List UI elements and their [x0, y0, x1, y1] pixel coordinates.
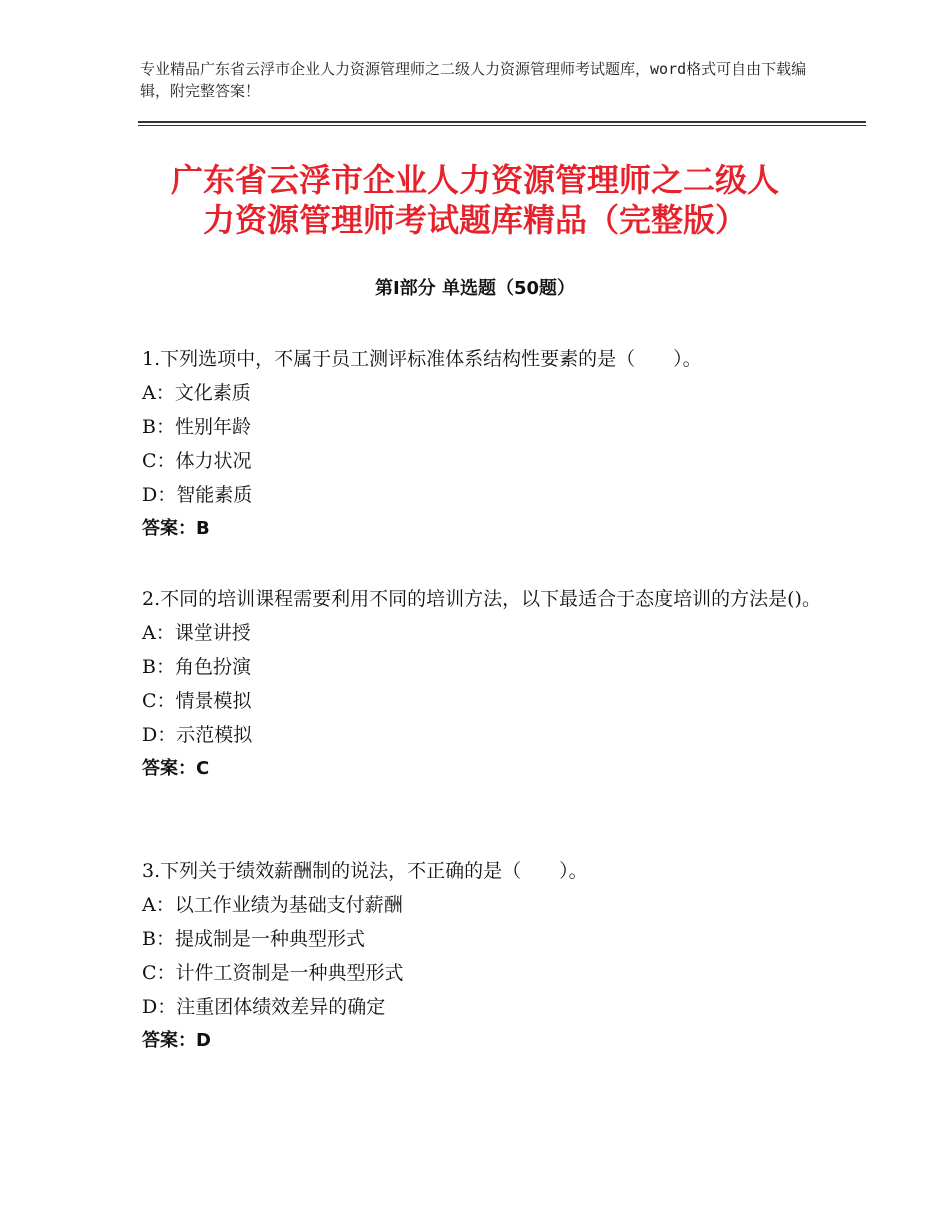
title-line-2: 力资源管理师考试题库精品（完整版） — [202, 201, 747, 239]
header-note: 专业精品广东省云浮市企业人力资源管理师之二级人力资源管理师考试题库，word格式可自由下载编辑，附完整答案！ — [140, 60, 807, 100]
answer: 答案：C — [142, 758, 210, 779]
question-stem: 2.不同的培训课程需要利用不同的培训方法，以下最适合于态度培训的方法是()。 — [142, 588, 821, 610]
section-title: 第Ⅰ部分 单选题（50题） — [374, 278, 575, 299]
option-c: C：体力状况 — [142, 450, 252, 472]
header-divider — [138, 121, 866, 123]
option-d: D：注重团体绩效差异的确定 — [142, 996, 386, 1018]
question-item — [142, 854, 822, 1058]
question-item — [142, 342, 822, 546]
option-a: A：文化素质 — [142, 382, 251, 404]
option-c: C：计件工资制是一种典型形式 — [142, 962, 404, 984]
title-line-1: 广东省云浮市企业人力资源管理师之二级人 — [170, 161, 779, 199]
option-a: A：课堂讲授 — [142, 622, 251, 644]
question-stem: 3.下列关于绩效薪酬制的说法，不正确的是（ ）。 — [142, 860, 588, 882]
option-d: D：智能素质 — [142, 484, 253, 506]
option-b: B：性别年龄 — [142, 416, 251, 438]
answer: 答案：D — [142, 1030, 211, 1051]
document-title — [100, 160, 850, 240]
header-divider-thin — [138, 125, 866, 126]
question-stem: 1.下列选项中，不属于员工测评标准体系结构性要素的是（ ）。 — [142, 348, 702, 370]
option-d: D：示范模拟 — [142, 724, 253, 746]
question-item — [142, 582, 822, 786]
option-c: C：情景模拟 — [142, 690, 252, 712]
option-b: B：角色扮演 — [142, 656, 251, 678]
option-b: B：提成制是一种典型形式 — [142, 928, 365, 950]
option-a: A：以工作业绩为基础支付薪酬 — [142, 894, 403, 916]
answer: 答案：B — [142, 518, 210, 539]
